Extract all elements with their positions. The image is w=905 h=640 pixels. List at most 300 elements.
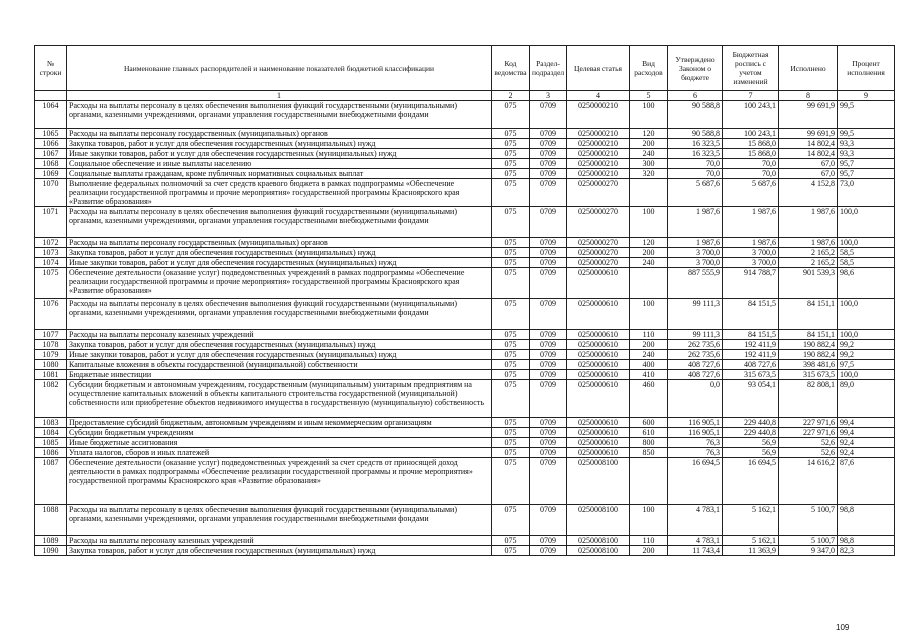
column-number: 4 [567, 91, 630, 101]
row-target-article: 0250000270 [567, 179, 630, 207]
row-section: 0709 [530, 179, 567, 207]
row-department-code: 075 [492, 258, 530, 268]
row-name: Закупка товаров, работ и услуг для обеспечения государственных (муниципальных) нужд [67, 248, 492, 258]
header-expense-type: Вид расходов [630, 46, 668, 91]
row-budget-amount: 229 440,8 [723, 428, 779, 438]
row-approved-amount: 90 588,8 [668, 101, 723, 129]
row-number: 1071 [35, 207, 67, 238]
row-number: 1069 [35, 169, 67, 179]
row-expense-type: 120 [630, 129, 668, 139]
row-budget-amount: 70,0 [723, 159, 779, 169]
row-section: 0709 [530, 169, 567, 179]
row-department-code: 075 [492, 159, 530, 169]
header-approved: Утверждено Законом о бюджете [668, 46, 723, 91]
row-executed-amount: 14 616,2 [779, 458, 838, 505]
row-executed-amount: 99 691,9 [779, 129, 838, 139]
row-expense-type: 100 [630, 101, 668, 129]
row-expense-type: 240 [630, 350, 668, 360]
row-expense-type: 200 [630, 139, 668, 149]
row-expense-type: 240 [630, 149, 668, 159]
page-number: 109 [836, 623, 850, 632]
row-section: 0709 [530, 238, 567, 248]
row-target-article: 0250000610 [567, 428, 630, 438]
row-number: 1067 [35, 149, 67, 159]
row-budget-amount: 408 727,6 [723, 360, 779, 370]
table-row [35, 139, 895, 149]
row-executed-amount: 84 151,1 [779, 299, 838, 330]
row-section: 0709 [530, 458, 567, 505]
row-budget-amount: 3 700,0 [723, 248, 779, 258]
row-name: Закупка товаров, работ и услуг для обеспечения государственных (муниципальных) нужд [67, 340, 492, 350]
row-percent: 98,8 [838, 536, 895, 546]
row-expense-type: 320 [630, 169, 668, 179]
row-department-code: 075 [492, 438, 530, 448]
row-department-code: 075 [492, 340, 530, 350]
row-percent: 98,8 [838, 505, 895, 536]
row-percent: 98,6 [838, 268, 895, 299]
row-section: 0709 [530, 101, 567, 129]
row-approved-amount: 4 783,1 [668, 536, 723, 546]
column-number: 1 [67, 91, 492, 101]
row-percent: 99,5 [838, 101, 895, 129]
header-department-code: Код ведомства [492, 46, 530, 91]
row-approved-amount: 262 735,6 [668, 350, 723, 360]
row-approved-amount: 16 694,5 [668, 458, 723, 505]
row-department-code: 075 [492, 169, 530, 179]
row-target-article: 0250008100 [567, 505, 630, 536]
row-department-code: 075 [492, 238, 530, 248]
row-name: Закупка товаров, работ и услуг для обеспечения государственных (муниципальных) нужд [67, 546, 492, 556]
row-percent: 100,0 [838, 370, 895, 380]
row-department-code: 075 [492, 149, 530, 159]
table-row [35, 370, 895, 380]
table-row [35, 360, 895, 370]
row-executed-amount: 190 882,4 [779, 340, 838, 350]
row-budget-amount: 5 162,1 [723, 505, 779, 536]
row-approved-amount: 1 987,6 [668, 238, 723, 248]
row-budget-amount: 93 054,1 [723, 380, 779, 418]
row-department-code: 075 [492, 207, 530, 238]
header-section: Раздел-подраздел [530, 46, 567, 91]
row-executed-amount: 315 673,5 [779, 370, 838, 380]
row-number: 1087 [35, 458, 67, 505]
row-executed-amount: 52,6 [779, 438, 838, 448]
column-number: 9 [838, 91, 895, 101]
row-section: 0709 [530, 129, 567, 139]
row-approved-amount: 76,3 [668, 438, 723, 448]
row-percent: 100,0 [838, 299, 895, 330]
header-budget-list: Бюджетная роспись с учетом изменений [723, 46, 779, 91]
row-department-code: 075 [492, 370, 530, 380]
row-target-article: 0250000610 [567, 268, 630, 299]
row-approved-amount: 11 743,4 [668, 546, 723, 556]
row-name: Расходы на выплаты персоналу казенных учреждений [67, 536, 492, 546]
row-expense-type: 100 [630, 207, 668, 238]
row-department-code: 075 [492, 428, 530, 438]
row-section: 0709 [530, 428, 567, 438]
row-name: Закупка товаров, работ и услуг для обеспечения государственных (муниципальных) нужд [67, 139, 492, 149]
row-executed-amount: 901 539,3 [779, 268, 838, 299]
row-department-code: 075 [492, 268, 530, 299]
row-number: 1076 [35, 299, 67, 330]
row-budget-amount: 15 868,0 [723, 149, 779, 159]
row-budget-amount: 1 987,6 [723, 207, 779, 238]
row-number: 1078 [35, 340, 67, 350]
row-section: 0709 [530, 207, 567, 238]
row-approved-amount: 76,3 [668, 448, 723, 458]
row-budget-amount: 229 440,8 [723, 418, 779, 428]
row-expense-type: 300 [630, 159, 668, 169]
row-expense-type [630, 458, 668, 505]
row-executed-amount: 2 165,2 [779, 258, 838, 268]
row-budget-amount: 192 411,9 [723, 350, 779, 360]
row-number: 1080 [35, 360, 67, 370]
row-approved-amount: 1 987,6 [668, 207, 723, 238]
row-section: 0709 [530, 149, 567, 159]
row-target-article: 0250000270 [567, 258, 630, 268]
row-target-article: 0250000270 [567, 238, 630, 248]
row-number: 1068 [35, 159, 67, 169]
row-target-article: 0250000610 [567, 380, 630, 418]
row-section: 0709 [530, 448, 567, 458]
row-executed-amount: 14 802,4 [779, 149, 838, 159]
table-row [35, 258, 895, 268]
row-approved-amount: 4 783,1 [668, 505, 723, 536]
row-percent: 87,6 [838, 458, 895, 505]
row-target-article: 0250000610 [567, 330, 630, 340]
row-executed-amount: 1 987,6 [779, 238, 838, 248]
row-number: 1086 [35, 448, 67, 458]
row-budget-amount: 5 687,6 [723, 179, 779, 207]
table-row [35, 268, 895, 299]
row-approved-amount: 887 555,9 [668, 268, 723, 299]
row-expense-type: 200 [630, 248, 668, 258]
row-target-article: 0250000210 [567, 139, 630, 149]
row-percent: 93,3 [838, 139, 895, 149]
table-row [35, 418, 895, 428]
row-department-code: 075 [492, 458, 530, 505]
row-percent: 99,2 [838, 350, 895, 360]
row-budget-amount: 56,9 [723, 448, 779, 458]
row-number: 1075 [35, 268, 67, 299]
row-approved-amount: 3 700,0 [668, 258, 723, 268]
row-name: Социальные выплаты гражданам, кроме публичных нормативных социальных выплат [67, 169, 492, 179]
table-row [35, 129, 895, 139]
row-section: 0709 [530, 360, 567, 370]
row-department-code: 075 [492, 536, 530, 546]
column-number: 5 [630, 91, 668, 101]
row-number: 1089 [35, 536, 67, 546]
row-name: Иные бюджетные ассигнования [67, 438, 492, 448]
row-executed-amount: 84 151,1 [779, 330, 838, 340]
row-executed-amount: 5 100,7 [779, 536, 838, 546]
row-expense-type [630, 179, 668, 207]
row-budget-amount: 84 151,5 [723, 299, 779, 330]
row-target-article: 0250000610 [567, 418, 630, 428]
row-number: 1079 [35, 350, 67, 360]
row-budget-amount: 5 162,1 [723, 536, 779, 546]
row-section: 0709 [530, 340, 567, 350]
row-percent: 92,4 [838, 448, 895, 458]
row-target-article: 0250000610 [567, 299, 630, 330]
row-approved-amount: 408 727,6 [668, 360, 723, 370]
row-budget-amount: 16 694,5 [723, 458, 779, 505]
row-department-code: 075 [492, 139, 530, 149]
table-row [35, 169, 895, 179]
row-budget-amount: 56,9 [723, 438, 779, 448]
row-section: 0709 [530, 268, 567, 299]
row-expense-type: 400 [630, 360, 668, 370]
row-name: Обеспечение деятельности (оказание услуг) подведомственных учреждений в рамках подпрограммы «Обеспечение реализации государственной программы и прочие мероприятия» государственной программы Красноярского края «Развитие образования» [67, 268, 492, 299]
table-row [35, 149, 895, 159]
table-row [35, 428, 895, 438]
row-percent: 95,7 [838, 159, 895, 169]
row-executed-amount: 52,6 [779, 448, 838, 458]
row-percent: 73,0 [838, 179, 895, 207]
column-number [35, 91, 67, 101]
row-department-code: 075 [492, 418, 530, 428]
row-section: 0709 [530, 159, 567, 169]
row-approved-amount: 70,0 [668, 169, 723, 179]
row-target-article: 0250000270 [567, 248, 630, 258]
row-department-code: 075 [492, 360, 530, 370]
row-target-article: 0250008100 [567, 546, 630, 556]
row-section: 0709 [530, 330, 567, 340]
row-approved-amount: 0,0 [668, 380, 723, 418]
row-department-code: 075 [492, 248, 530, 258]
row-executed-amount: 67,0 [779, 169, 838, 179]
row-section: 0709 [530, 438, 567, 448]
row-expense-type: 110 [630, 330, 668, 340]
header-executed: Исполнено [779, 46, 838, 91]
row-target-article: 0250000210 [567, 101, 630, 129]
row-executed-amount: 14 802,4 [779, 139, 838, 149]
row-approved-amount: 99 111,3 [668, 330, 723, 340]
row-percent: 99,5 [838, 129, 895, 139]
row-name: Иные закупки товаров, работ и услуг для обеспечения государственных (муниципальных) нужд [67, 350, 492, 360]
row-department-code: 075 [492, 505, 530, 536]
row-executed-amount: 99 691,9 [779, 101, 838, 129]
row-executed-amount: 1 987,6 [779, 207, 838, 238]
row-number: 1065 [35, 129, 67, 139]
row-expense-type: 200 [630, 546, 668, 556]
row-name: Расходы на выплаты персоналу в целях обеспечения выполнения функций государственными (муниципальными) органами, казенными учреждениями, органами управления государственными внебюджетными фондами [67, 101, 492, 129]
row-department-code: 075 [492, 448, 530, 458]
column-number: 7 [723, 91, 779, 101]
table-row [35, 101, 895, 129]
row-percent: 58,5 [838, 258, 895, 268]
row-target-article: 0250000210 [567, 129, 630, 139]
row-number: 1090 [35, 546, 67, 556]
row-expense-type: 850 [630, 448, 668, 458]
table-row [35, 159, 895, 169]
header-target-article: Целевая статья [567, 46, 630, 91]
column-numbers-row [35, 91, 895, 101]
row-section: 0709 [530, 536, 567, 546]
row-section: 0709 [530, 380, 567, 418]
row-department-code: 075 [492, 380, 530, 418]
header-row-number: № строки [35, 46, 67, 91]
table-row [35, 546, 895, 556]
column-number: 3 [530, 91, 567, 101]
row-budget-amount: 192 411,9 [723, 340, 779, 350]
row-name: Уплата налогов, сборов и иных платежей [67, 448, 492, 458]
row-section: 0709 [530, 299, 567, 330]
row-executed-amount: 190 882,4 [779, 350, 838, 360]
row-name: Субсидии бюджетным учреждениям [67, 428, 492, 438]
row-expense-type: 120 [630, 238, 668, 248]
row-section: 0709 [530, 418, 567, 428]
row-expense-type: 200 [630, 340, 668, 350]
column-number: 8 [779, 91, 838, 101]
row-percent: 100,0 [838, 207, 895, 238]
row-budget-amount: 100 243,1 [723, 129, 779, 139]
row-target-article: 0250000270 [567, 207, 630, 238]
row-name: Расходы на выплаты персоналу в целях обеспечения выполнения функций государственными (муниципальными) органами, казенными учреждениями, органами управления государственными внебюджетными фондами [67, 207, 492, 238]
row-department-code: 075 [492, 101, 530, 129]
row-department-code: 075 [492, 299, 530, 330]
row-approved-amount: 262 735,6 [668, 340, 723, 350]
row-approved-amount: 70,0 [668, 159, 723, 169]
row-target-article: 0250000610 [567, 448, 630, 458]
row-number: 1083 [35, 418, 67, 428]
table-row [35, 448, 895, 458]
row-percent: 100,0 [838, 238, 895, 248]
row-budget-amount: 914 788,7 [723, 268, 779, 299]
row-expense-type: 100 [630, 505, 668, 536]
row-executed-amount: 67,0 [779, 159, 838, 169]
row-expense-type: 240 [630, 258, 668, 268]
table-row [35, 330, 895, 340]
row-executed-amount: 398 481,6 [779, 360, 838, 370]
row-target-article: 0250000210 [567, 159, 630, 169]
row-budget-amount: 15 868,0 [723, 139, 779, 149]
row-expense-type: 100 [630, 299, 668, 330]
row-number: 1085 [35, 438, 67, 448]
table-row [35, 536, 895, 546]
header-name: Наименование главных распорядителей и наименование показателей бюджетной классификации [67, 46, 492, 91]
row-name: Выполнение федеральных полномочий за счет средств краевого бюджета в рамках подпрограммы «Обеспечение реализации государственной программы и прочие мероприятия» государственной программы Красноярского края «Развитие образования» [67, 179, 492, 207]
row-percent: 97,5 [838, 360, 895, 370]
row-percent: 93,3 [838, 149, 895, 159]
row-budget-amount: 3 700,0 [723, 258, 779, 268]
row-approved-amount: 16 323,5 [668, 139, 723, 149]
row-approved-amount: 5 687,6 [668, 179, 723, 207]
row-target-article: 0250000210 [567, 169, 630, 179]
row-name: Расходы на выплаты персоналу в целях обеспечения выполнения функций государственными (муниципальными) органами, казенными учреждениями, органами управления государственными внебюджетными фондами [67, 505, 492, 536]
table-row [35, 248, 895, 258]
table-row [35, 299, 895, 330]
row-number: 1082 [35, 380, 67, 418]
table-header-row [35, 46, 895, 91]
row-target-article: 0250000610 [567, 340, 630, 350]
row-percent: 100,0 [838, 330, 895, 340]
row-name: Расходы на выплаты персоналу государственных (муниципальных) органов [67, 129, 492, 139]
row-number: 1066 [35, 139, 67, 149]
table-row [35, 380, 895, 418]
row-target-article: 0250000610 [567, 438, 630, 448]
row-number: 1073 [35, 248, 67, 258]
row-target-article: 0250008100 [567, 458, 630, 505]
budget-execution-table [34, 45, 895, 556]
row-name: Иные закупки товаров, работ и услуг для обеспечения государственных (муниципальных) нужд [67, 258, 492, 268]
row-expense-type: 800 [630, 438, 668, 448]
column-number: 2 [492, 91, 530, 101]
table-row [35, 207, 895, 238]
table-row [35, 340, 895, 350]
row-number: 1088 [35, 505, 67, 536]
row-approved-amount: 90 588,8 [668, 129, 723, 139]
row-expense-type: 610 [630, 428, 668, 438]
row-expense-type: 460 [630, 380, 668, 418]
row-expense-type: 110 [630, 536, 668, 546]
table-row [35, 458, 895, 505]
row-name: Расходы на выплаты персоналу государственных (муниципальных) органов [67, 238, 492, 248]
row-section: 0709 [530, 505, 567, 536]
row-department-code: 075 [492, 129, 530, 139]
row-percent: 99,2 [838, 340, 895, 350]
table-row [35, 179, 895, 207]
header-percent: Процент исполнения [838, 46, 895, 91]
row-number: 1064 [35, 101, 67, 129]
row-expense-type: 600 [630, 418, 668, 428]
row-executed-amount: 5 100,7 [779, 505, 838, 536]
row-percent: 82,3 [838, 546, 895, 556]
row-budget-amount: 70,0 [723, 169, 779, 179]
row-name: Расходы на выплаты персоналу казенных учреждений [67, 330, 492, 340]
row-name: Предоставление субсидий бюджетным, автономным учреждениям и иным некоммерческим организациям [67, 418, 492, 428]
row-section: 0709 [530, 139, 567, 149]
table-row [35, 505, 895, 536]
row-budget-amount: 11 363,9 [723, 546, 779, 556]
row-section: 0709 [530, 370, 567, 380]
row-number: 1077 [35, 330, 67, 340]
row-number: 1081 [35, 370, 67, 380]
row-expense-type [630, 268, 668, 299]
table-body [35, 101, 895, 556]
row-executed-amount: 227 971,6 [779, 428, 838, 438]
row-number: 1084 [35, 428, 67, 438]
row-approved-amount: 116 905,1 [668, 428, 723, 438]
row-number: 1070 [35, 179, 67, 207]
row-number: 1074 [35, 258, 67, 268]
row-budget-amount: 315 673,5 [723, 370, 779, 380]
row-executed-amount: 2 165,2 [779, 248, 838, 258]
column-number: 6 [668, 91, 723, 101]
row-approved-amount: 116 905,1 [668, 418, 723, 428]
row-name: Субсидии бюджетным и автономным учреждениям, государственным (муниципальным) унитарным предприятиям на осуществление капитальных вложений в объекты капитального строительства государственной (муниципальной) собственности или приобретение объектов недвижимого имущества в государственную (муниципальную) собственность [67, 380, 492, 418]
row-executed-amount: 9 347,0 [779, 546, 838, 556]
row-executed-amount: 227 971,6 [779, 418, 838, 428]
row-budget-amount: 1 987,6 [723, 238, 779, 248]
row-name: Иные закупки товаров, работ и услуг для обеспечения государственных (муниципальных) нужд [67, 149, 492, 159]
row-percent: 92,4 [838, 438, 895, 448]
row-approved-amount: 3 700,0 [668, 248, 723, 258]
row-percent: 99,4 [838, 418, 895, 428]
row-target-article: 0250000610 [567, 360, 630, 370]
row-target-article: 0250000610 [567, 370, 630, 380]
row-target-article: 0250000210 [567, 149, 630, 159]
row-executed-amount: 82 808,1 [779, 380, 838, 418]
row-name: Расходы на выплаты персоналу в целях обеспечения выполнения функций государственными (муниципальными) органами, казенными учреждениями, органами управления государственными внебюджетными фондами [67, 299, 492, 330]
row-section: 0709 [530, 350, 567, 360]
row-section: 0709 [530, 546, 567, 556]
row-approved-amount: 408 727,6 [668, 370, 723, 380]
row-name: Социальное обеспечение и иные выплаты населению [67, 159, 492, 169]
row-budget-amount: 84 151,5 [723, 330, 779, 340]
row-name: Бюджетные инвестиции [67, 370, 492, 380]
row-percent: 58,5 [838, 248, 895, 258]
